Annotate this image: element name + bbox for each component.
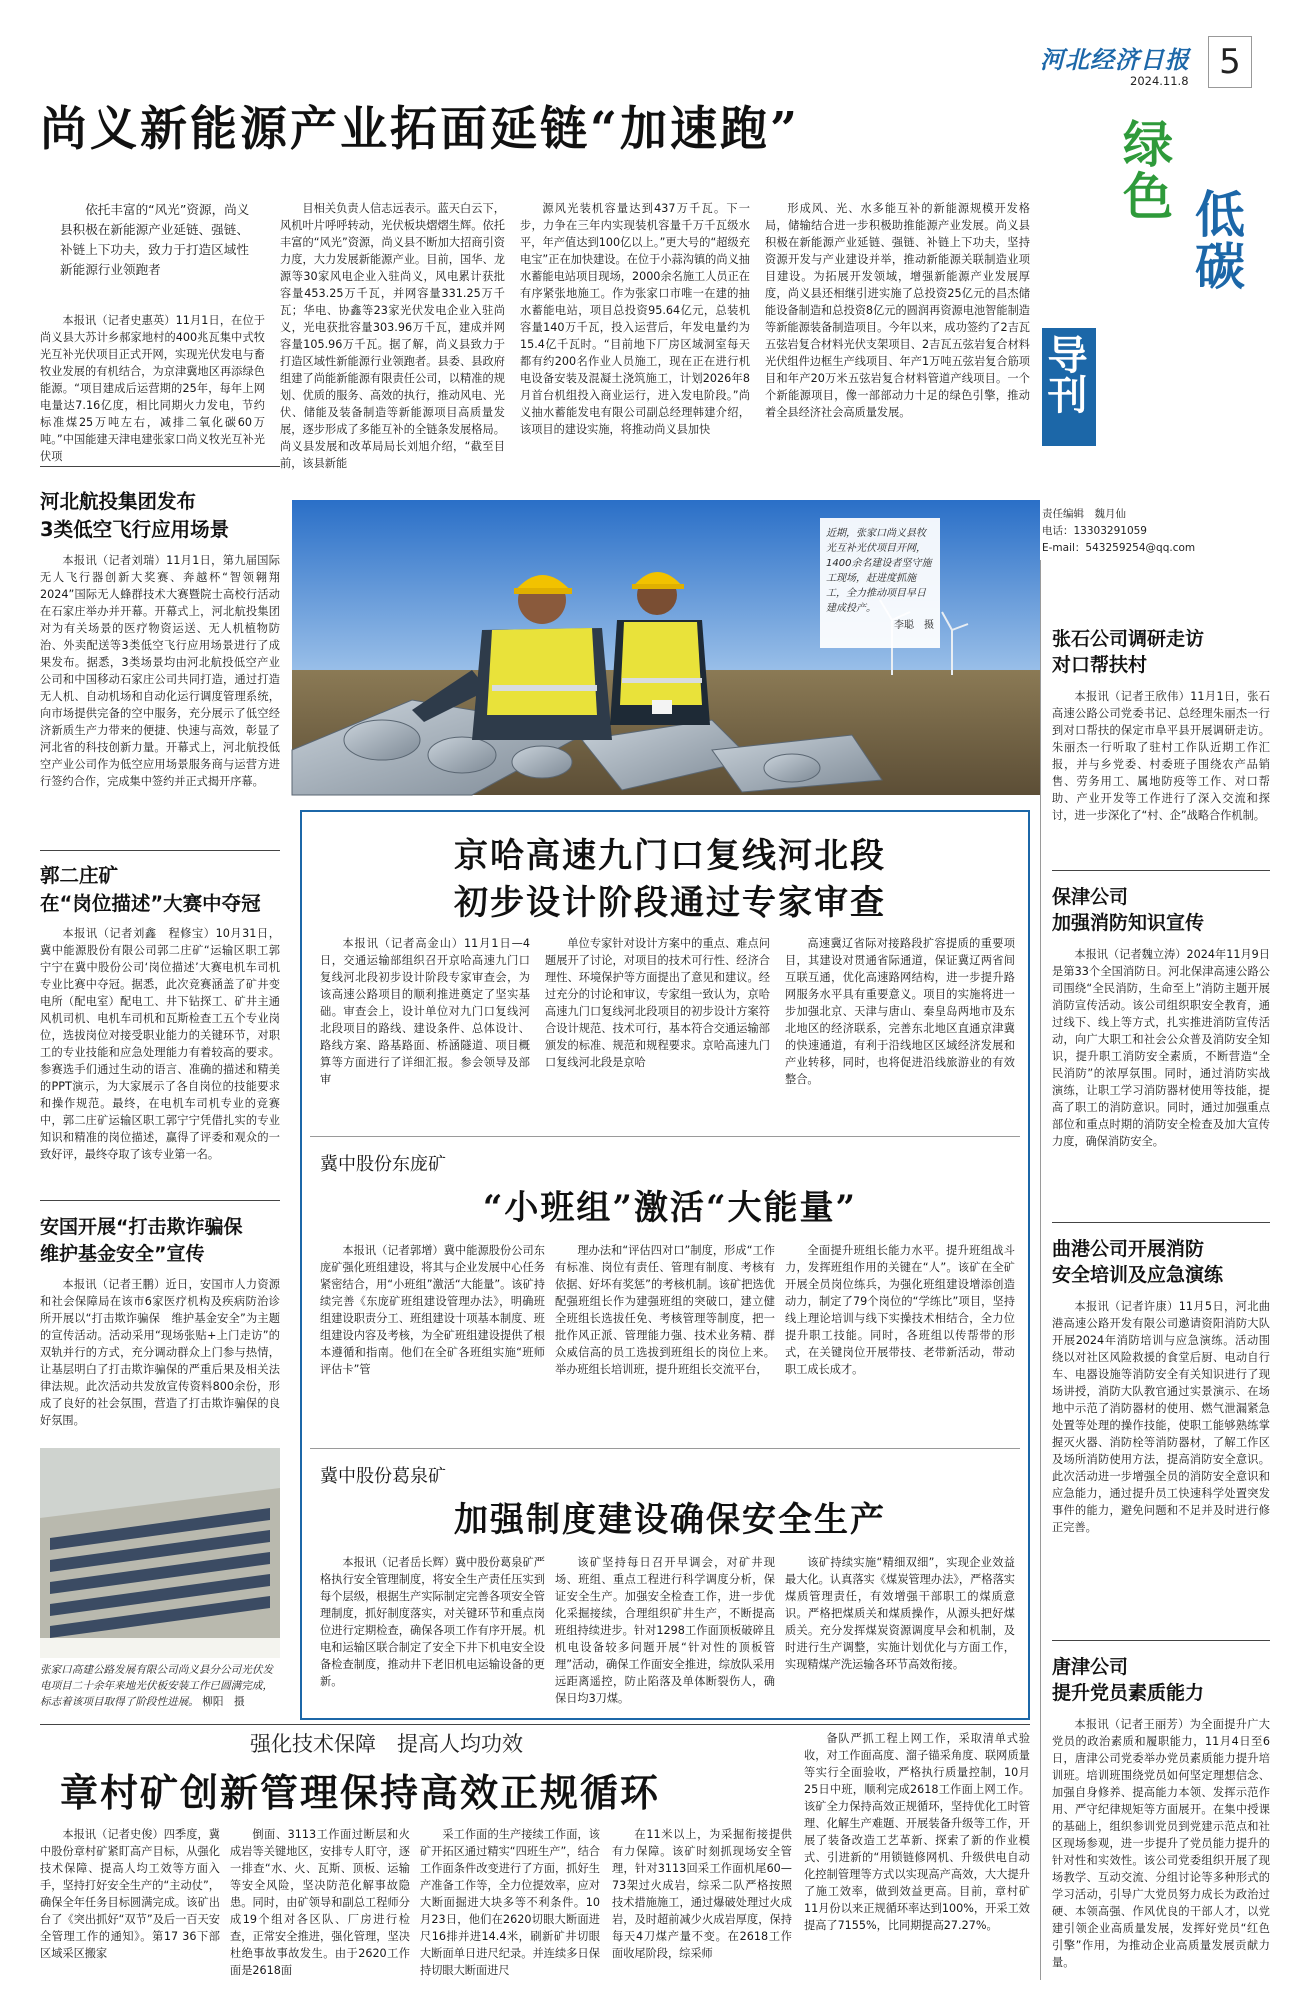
lead-photo xyxy=(292,500,1040,795)
gequan-col-2-text: 该矿坚持每日召开早调会，对矿井现场、班组、重点工程进行科学调度分析，保证安全生产。加强安全检查工作，进一步优化采掘接续，合理组织矿井生产，不断提高班组持续进步。针对1298工作面顶板破碎且机电设备较多问题开展“针对性的顶板管理”活动，确保工作面安全推进，综放队采用远距离遥控，防止陷落及单体断裂伤人，确保日均3刀煤。 xyxy=(555,1556,775,1705)
baojin-body xyxy=(1052,946,1270,1212)
left-photo-credit: 柳阳 摄 xyxy=(202,1696,245,1708)
lead-photo-caption: 近期，张家口尚义县牧光互补光伏项目开网，1400余名建设者坚守施工现场，赶进度抓施工，全力推动项目早日建成投产。 xyxy=(826,528,932,614)
issue-date: 2024.11.8 xyxy=(1130,74,1189,88)
guoerzhuang-body-text: 本报讯（记者刘鑫 程修宝）10月31日，冀中能源股份有限公司郭二庄矿“运输区职工郭宁宁在冀中股份公司‘岗位描述’大赛电机车司机专业比赛中夺冠。据悉，此次竞赛涵盖了矿井变电所（配电室）配电工、井下钻探工、矿井主通风机司机、电机车司机和瓦斯检查工五个专业岗位，选拔岗位对接受职业能力的关键环节，对职工的专业技能和应急处理能力有着较高的要求。参赛选手们通过生动的语言、准确的描述和精美的PPT演示，为大家展示了各自岗位的技能要求和操作规范。最终，在电机车司机专业的竞赛中，郭二庄矿运输区职工郭宁宁凭借扎实的专业知识和精准的岗位描述，赢得了评委和观众的一致好评，最终夺取了该专业第一名。 xyxy=(40,927,280,1161)
bottom-top-rule xyxy=(40,1724,1030,1725)
lead-col-4-text: 形成风、光、水多能互补的新能源规模开发格局，储输结合进一步积极助推能源产业发展。尚义县积极在新能源产业延链、强链、补链上下功夫，坚持资源开发与产业建设并举，推动新能源关联制造业项目建设。为拓展开发领域，增强新能源产业发展厚度，尚义县还相继引进实施了总投资25亿元的昌杰储能设备制造和总投资8亿元的圆润再资源电池智能制造等新能源装备制造项目。今年以来，成功签约了2吉瓦五弦岩复合材料光伏支架项目、2吉瓦五弦岩复合材料光伏组件边框生产线项目、年产1万吨五弦岩复合筋项目和年产20万米五弦岩复合材料管道产线项目。一个个新能源项目，像一部部动力十足的绿色引擎，推动着全县经济社会高质量发展。 xyxy=(765,202,1030,419)
jingha-headline-2: 初步设计阶段通过专家审查 xyxy=(454,883,886,923)
zhangcun-col-4 xyxy=(612,1826,792,1986)
solar-farm-aerial-photo xyxy=(40,1448,280,1658)
lead-col-1 xyxy=(40,312,265,463)
zhangshi-headline-1: 张石公司调研走访 xyxy=(1052,628,1205,650)
anguo-body-text: 本报讯（记者王鹏）近日，安国市人力资源和社会保障局在该市6家医疗机构及疾病防治诊所开展以“打击欺诈骗保 维护基金安全”为主题的宣传活动。活动采用“现场张贴+上门走访”的双轨并行的方式，充分调动群众上门参与热情，让基层明白了打击欺诈骗保的严重后果及相关法律法规。此次活动共发放宣传资料800余份，形成了良好的社会氛围，营造了打击欺诈骗保的良好氛围。 xyxy=(40,1278,280,1427)
gequan-col-3 xyxy=(785,1554,1015,1710)
dongpang-col-2-text: 理办法和“评估四对口”制度，形成“工作有标准、岗位有责任、管理有制度、考核有依据、好坏有奖惩”的考核机制。该矿把选优配强班组长作为建强班组的突破口，建立健全班组长选拔任免、考核管理等制度，把一批作风正派、管理能力强、技术业务精、群众威信高的员工选拔到班组长的岗位上来。举办班组长培训班，提升班组长交流平台， xyxy=(555,1244,775,1376)
lead-col-2-text: 目相关负责人信志远表示。蓝天白云下，风机叶片呼呼转动，光伏板块熠熠生辉。依托丰富的“风光”资源，尚义县不断加大招商引资力度，大力发展新能源产业。目前，国华、龙源等30家风电企业入驻尚义，风电累计获批容量453.25万千瓦，并网容量331.25万千瓦；华电、协鑫等23家光伏发电企业入驻尚义，光电获批容量303.96万千瓦，建成并网容量105.96万千瓦。据了解，尚义县致力于打造区域性新能源行业领跑者。县委、县政府组建了尚能新能源有限责任公司，以精准的规划、优质的服务、高效的执行，推动风电、光伏、储能及装备制造等新能源项目高质量发展，逐步形成了多能互补的全链条发展格局。尚义县发展和改革局局长刘旭介绍，“截至目前，该县新能 xyxy=(280,202,505,470)
zhangcun-col-2-text: 倒面、3113工作面过断层和火成岩等关键地区，安排专人盯守，逐一排查“水、火、瓦斯、顶板、运输等安全风险，坚决防范化解事故隐患。同时，由矿领导和副总工程师分成19个组对各区队、厂房进行检查，正常安全推进，强化管理，坚决杜绝事故事故发生。由于2620工作面是2618面 xyxy=(230,1828,410,1977)
jingha-col-1-text: 本报讯（记者高金山）11月1日—4日，交通运输部组织召开京哈高速九门口复线河北段初步设计阶段专家审查会，为该高速公路项目的顺利推进奠定了坚实基础。审查会上，设计单位对九门口复线河北段项目的路线、建设条件、总体设计、路线方案、路基路面、桥涵隧道、项目概算等方面进行了详细汇报。参会领导及部审 xyxy=(320,937,530,1086)
jingha-headline-1: 京哈高速九门口复线河北段 xyxy=(454,836,886,876)
zhangcun-headline: 章村矿创新管理保持高效正规循环 xyxy=(60,1770,661,1815)
gequan-col-3-text: 该矿持续实施“精细双细”，实现企业效益最大化。认真落实《煤炭管理办法》，严格落实煤质管理责任，有效增强干部职工的煤质意识。严格把煤质关和煤质操作，从源头把好煤质关。充分发挥煤炭资源调度早会和机制，及时进行生产调整，实施计划优化与方面工作，实现精煤产洗运输各环节高效衔接。 xyxy=(785,1556,1015,1671)
page-number: 5 xyxy=(1208,36,1252,88)
lead-deck: 依托丰富的“风光”资源，尚义县积极在新能源产业延链、强链、补链上下功夫，致力于打造区域性新能源行业领跑者 xyxy=(60,202,250,277)
tangjin-body-text: 本报讯（记者王丽芳）为全面提升广大党员的政治素质和履职能力，11月4日至6日，唐津公司党委举办党员素质能力提升培训班。培训班围绕党员如何坚定理想信念、加强自身修养、提高能力本领、发挥示范作用、严守纪律规矩等方面展开。在集中授课的基础上，组织参训党员到党建示范点和社区现场参观，进一步提升了党员能力提升的针对性和实效性。该公司党委组织开展了现场教学、互动交流、分组讨论等多种形式的学习活动，引导广大党员努力成长为政治过硬、本领高强、作风优良的干部人才，以党建引领企业高质量发展，发挥好党员“红色引擎”作用，为推动企业高质量发展贡献力量。 xyxy=(1052,1718,1270,1969)
dongpang-col-2 xyxy=(555,1242,775,1442)
dongpang-col-1-text: 本报讯（记者郭增）冀中能源股份公司东庞矿强化班组建设，将其与企业发展中心任务紧密结合，用“小班组”激活“大能量”。该矿持续完善《东庞矿班组建设管理办法》，明确班组建设职责分工、班组建设十项基本制度、班组建设内容及考核，为全矿班组建设提供了根本遵循和指南。他们在全矿各班组实施“班师评估卡”管 xyxy=(320,1244,545,1376)
center-rule-2 xyxy=(310,1448,1020,1449)
guoerzhuang-headline-2: 在“岗位描述”大赛中夺冠 xyxy=(40,892,261,915)
qugang-body-text: 本报讯（记者许康）11月5日，河北曲港高速公路开发有限公司邀请资阳消防大队开展2024年消防培训与应急演练。活动围绕以对社区风险救援的食堂后厨、电动自行车、电器设施等消防安全有关知识进行了现场讲授，消防大队教官通过实景演示、在场地中示范了消防器材的使用、燃气泄漏紧急处置等处理的操作技能，使职工能够熟练掌握灭火器、消防栓等消防器材，了解工作区及场所消防使用方法，提高消防安全意识。此次活动进一步增强全员的消防安全意识和应急能力，通过提升员工快速科学处置突发事件的能力，避免问题和不足并及时进行修正完善。 xyxy=(1052,1300,1270,1534)
tangjin-body xyxy=(1052,1716,1270,1986)
guoerzhuang-headline-1: 郭二庄矿 xyxy=(40,864,119,887)
zhangcun-col-1 xyxy=(40,1826,220,1986)
lead-headline: 尚义新能源产业拓面延链“加速跑” xyxy=(40,102,801,157)
anguo-body xyxy=(40,1276,280,1438)
column-divider-right xyxy=(1040,560,1041,1980)
zhangcun-col-2 xyxy=(230,1826,410,1986)
zhangcun-col-5-text: 备队严抓工程上网工作，采取清单式验收，对工作面高度、溜子锚采角度、联网质量等实行全面验收，严格执行质量控制，10月25日中班，顺利完成2618工作面上网工作。该矿全力保持高效正规循环，坚持优化工时管理、化解生产难题、开展装备升级等工作，开展了装备改造工艺革新、探索了新的作业模式、引进新的“用锁链修网机、升级供电自动化控制管理等方式以实现高产高效，大大提升了施工效率，做到效益更高。目前，章村矿11月份以来正规循环率达到100%，开采工效提高了7155%，比同期提高27.27%。 xyxy=(804,1732,1030,1932)
hangtou-headline-1: 河北航投集团发布 xyxy=(40,490,197,513)
lead-col-2 xyxy=(280,200,505,470)
lead-col-3-text: 源风光装机容量达到437万千瓦。下一步，力争在三年内实现装机容量千万千瓦级水平，年产值达到100亿以上。”更大号的“超级充电宝”正在加快建设。在位于小蒜沟镇的尚义抽水蓄能电站项目现场，2000余名施工人员正在有序紧张地施工。作为张家口市唯一在建的抽水蓄能电站，项目总投资95.64亿元，总装机容量140万千瓦，投入运营后，年发电量约为15.4亿千瓦时。“目前地下厂房区域洞室每天都有约200名作业人员施工，现在正在进行机电设备安装及混凝土浇筑施工，计划2026年8月首台机组投入商业运行，进入发电阶段。”尚义抽水蓄能发电有限公司副总经理韩建介绍，该项目的建设实施，将推动尚义县加快 xyxy=(520,202,750,436)
guide-word-lowcarbon: 低碳 xyxy=(1187,188,1246,292)
center-rule-1 xyxy=(310,1136,1020,1137)
lead-col-3 xyxy=(520,200,750,448)
zhangshi-body xyxy=(1052,688,1270,860)
left-top-rule xyxy=(40,466,280,467)
left-rule-3 xyxy=(40,1200,280,1201)
zhangshi-headline-2: 对口帮扶村 xyxy=(1052,654,1148,676)
guide-phone: 电话：13303291059 xyxy=(1042,525,1147,537)
right-rule-3 xyxy=(1052,1640,1270,1641)
anguo-headline-1: 安国开展“打击欺诈骗保 xyxy=(40,1216,243,1238)
hangtou-body xyxy=(40,552,280,842)
tangjin-headline-1: 唐津公司 xyxy=(1052,1656,1129,1678)
guide-block xyxy=(1042,118,1262,554)
baojin-headline-1: 保津公司 xyxy=(1052,886,1129,908)
lead-photo-credit: 李聪 摄 xyxy=(894,620,934,631)
left-photo xyxy=(40,1448,280,1658)
gequan-col-2 xyxy=(555,1554,775,1710)
baojin-headline-2: 加强消防知识宣传 xyxy=(1052,912,1205,934)
zhangcun-col-5 xyxy=(804,1730,1030,1986)
right-rule-2 xyxy=(1052,1222,1270,1223)
left-rule-2 xyxy=(40,850,280,851)
dongpang-col-1 xyxy=(320,1242,545,1442)
zhangcun-col-1-text: 本报讯（记者史俊）四季度，冀中股份章村矿紧盯高产目标，从强化技术保障、提高人均工效等方面入手，坚持打好安全生产的“主动仗”，确保全年任务目标圆满完成。该矿出台了《突出抓好“双节”及后一百天安全管理工作的通知》。第17 36下部区域采区搬家 xyxy=(40,1828,220,1960)
guide-word-green: 绿色 xyxy=(1115,118,1174,222)
gequan-kicker: 冀中股份葛泉矿 xyxy=(320,1466,446,1487)
guide-label-box xyxy=(1042,328,1096,446)
gequan-headline: 加强制度建设确保安全生产 xyxy=(454,1500,886,1540)
qugang-body xyxy=(1052,1298,1270,1632)
paper-name: 河北经济日报 xyxy=(1040,45,1190,74)
dongpang-headline: “小班组”激活“大能量” xyxy=(482,1188,858,1228)
zhangcun-col-3-text: 采工作面的生产接续工作面，该矿开拓区通过精实“四班生产”，结合工作面条件改变进行了方面，抓好生产准备工作等，全力位提效率，应对大断面掘进大块多等不利条件。10月23日，他们在2620切眼大断面进尺16排并进14.4米，刷新矿井切眼大断面单日进尺纪录。并连续多日保持切眼大断面进尺 xyxy=(420,1828,600,1977)
guoerzhuang-body xyxy=(40,925,280,1191)
guide-email: E-mail：543259254@qq.com xyxy=(1042,542,1196,554)
left-photo-caption xyxy=(40,1662,280,1714)
zhangcun-col-4-text: 在11米以上，为采掘衔接提供有力保障。该矿时刻抓现场安全管理，针对3113回采工作面机尾60—73架过火成岩，综采二队严格按照技术措施施工，通过爆破处理过火成岩，及时超前减少火成岩厚度，保持每天4刀煤产量不变。在2618工作面收尾阶段，综采师 xyxy=(612,1828,792,1960)
jingha-col-3 xyxy=(785,935,1015,1125)
zhangcun-deck: 强化技术保障 提高人均功效 xyxy=(250,1732,523,1756)
left-photo-caption-text: 张家口高建公路发展有限公司尚义县分公司光伏发电项目二十余年来地光伏板安装工作已圆满完成，标志着该项目取得了阶段性进展。 xyxy=(40,1664,274,1708)
lead-col-1-text: 本报讯（记者史惠英）11月1日，在位于尚义县大苏计乡郝家地村的400兆瓦集中式牧光互补光伏项目正式开网，实现光伏发电与畜牧业发展的有机结合，为京津冀地区再添绿色能源。“项目建成后运营期的25年，每年上网电量达7.16亿度，相比同期火力发电，节约标准煤25万吨左右，减排二氧化碳60万吨。”中国能建天津电建张家口尚义牧光互补光伏项 xyxy=(40,314,265,463)
zhangshi-body-text: 本报讯（记者王欣伟）11月1日，张石高速公路公司党委书记、总经理朱丽杰一行到对口帮扶的保定市阜平县开展调研走访。朱丽杰一行听取了驻村工作队近期工作汇报，并与乡党委、村委班子围绕农产品销售、劳务用工、属地防疫等工作、对口帮助、产业开发等工作进行了深入交流和探讨，进一步深化了“村、企”战略合作机制。 xyxy=(1052,690,1270,822)
tangjin-headline-2: 提升党员素质能力 xyxy=(1052,1682,1205,1704)
lead-photo-caption-box xyxy=(820,518,940,648)
hangtou-headline-2: 3类低空飞行应用场景 xyxy=(40,518,230,541)
jingha-col-3-text: 高速冀辽省际对接路段扩容提质的重要项目，其建设对贯通省际通道，保证冀辽两省间互联互通，优化高速路网结构，进一步提升路网服务水平具有重要意义。项目的实施将进一步加强北京、天津与唐山、秦皇岛两地市及东北地区的经济联系，完善东北地区直通京津冀的快速通道，有利于沿线地区区域经济发展和产业转移，同时，也将促进沿线旅游业的有效整合。 xyxy=(785,937,1015,1086)
qugang-headline-1: 曲港公司开展消防 xyxy=(1052,1238,1205,1260)
gequan-col-1-text: 本报讯（记者岳长辉）冀中股份葛泉矿严格执行安全管理制度，将安全生产责任压实到每个层级，根据生产实际制定完善各项安全管理制度，抓好制度落实，对关键环节和重点岗位进行定期检查，确保各项工作有序开展。机电和运输区联合制定了安全下井下机电安全设备检查制度，推动井下老旧机电运输设备的更新。 xyxy=(320,1556,545,1688)
guide-editor: 责任编辑 魏月仙 xyxy=(1042,508,1126,520)
qugang-headline-2: 安全培训及应急演练 xyxy=(1052,1264,1224,1286)
dongpang-col-3 xyxy=(785,1242,1015,1442)
masthead xyxy=(1040,40,1260,100)
hangtou-body-text: 本报讯（记者刘瑞）11月1日，第九届国际无人飞行器创新大奖赛、奔越杯“智领翱翔2024”国际无人蜂群技术大赛暨院士高校行活动在石家庄举办并开幕。开幕式上，河北航投集团对为有关场景的医疗物资运送、无人机植物防治、外卖配送等3类低空飞行应用场景进行了成果发布。据悉，3类场景均由河北航投低空产业公司和中国移动石家庄公司共同打造，通过打造无人机、自动机场和自动化运行调度管理系统，向市场提供完备的空中服务，充分展示了低空经济新质生产力带来的便捷、快速与高效，彰显了河北省的科技创新力量。开幕式上，河北航投低空产业公司作为低空应用场景服务商与运营方进行签约合作，完成集中签约并正式揭开序幕。 xyxy=(40,554,280,788)
zhangcun-col-3 xyxy=(420,1826,600,1986)
lead-col-4 xyxy=(765,200,1030,448)
jingha-col-1 xyxy=(320,935,530,1125)
baojin-body-text: 本报讯（记者魏立涛）2024年11月9日是第33个全国消防日。河北保津高速公路公司围绕“全民消防，生命至上”消防主题开展消防宣传活动。该公司组织职安全教育，通过线下、线上等方式，扎实推进消防宣传活动，向广大职工和社会公众普及消防安全知识，提升职工消防安全素质，不断营造“全民消防”的浓厚氛围。同时，通过消防实战演练，让职工学习消防器材使用等技能，提高了职工的消防意识。同时，通过加强重点部位和重点时期的消防安全检查及加大宣传力度，确保消防安全。 xyxy=(1052,948,1270,1148)
jingha-col-2-text: 单位专家针对设计方案中的重点、难点问题展开了讨论，对项目的技术可行性、经济合理性、环境保护等方面提出了意见和建议。经过充分的讨论和审议，专家组一致认为，京哈高速九门口复线河北段项目的初步设计方案符合设计规范、技术可行，基本符合交通运输部颁发的标准、规范和规程要求。京哈高速九门口复线河北段是京哈 xyxy=(545,937,770,1069)
guide-label: 导刊 xyxy=(1041,334,1087,414)
dongpang-kicker: 冀中股份东庞矿 xyxy=(320,1154,446,1175)
dongpang-col-3-text: 全面提升班组长能力水平。提升班组战斗力，发挥班组作用的关键在“人”。该矿在全矿开展全员岗位练兵，为强化班组建设增添创造动力，制定了79个岗位的“学练比”项目，坚持线上理论培训与线下实操技术相结合，全力位提升职工技能。同时，各班组以传帮带的形式，在关键岗位开展带技、老带新活动，带动职工成长成才。 xyxy=(785,1244,1015,1376)
right-rule-1 xyxy=(1052,870,1270,871)
gequan-col-1 xyxy=(320,1554,545,1710)
jingha-col-2 xyxy=(545,935,770,1125)
anguo-headline-2: 维护基金安全”宣传 xyxy=(40,1243,205,1265)
